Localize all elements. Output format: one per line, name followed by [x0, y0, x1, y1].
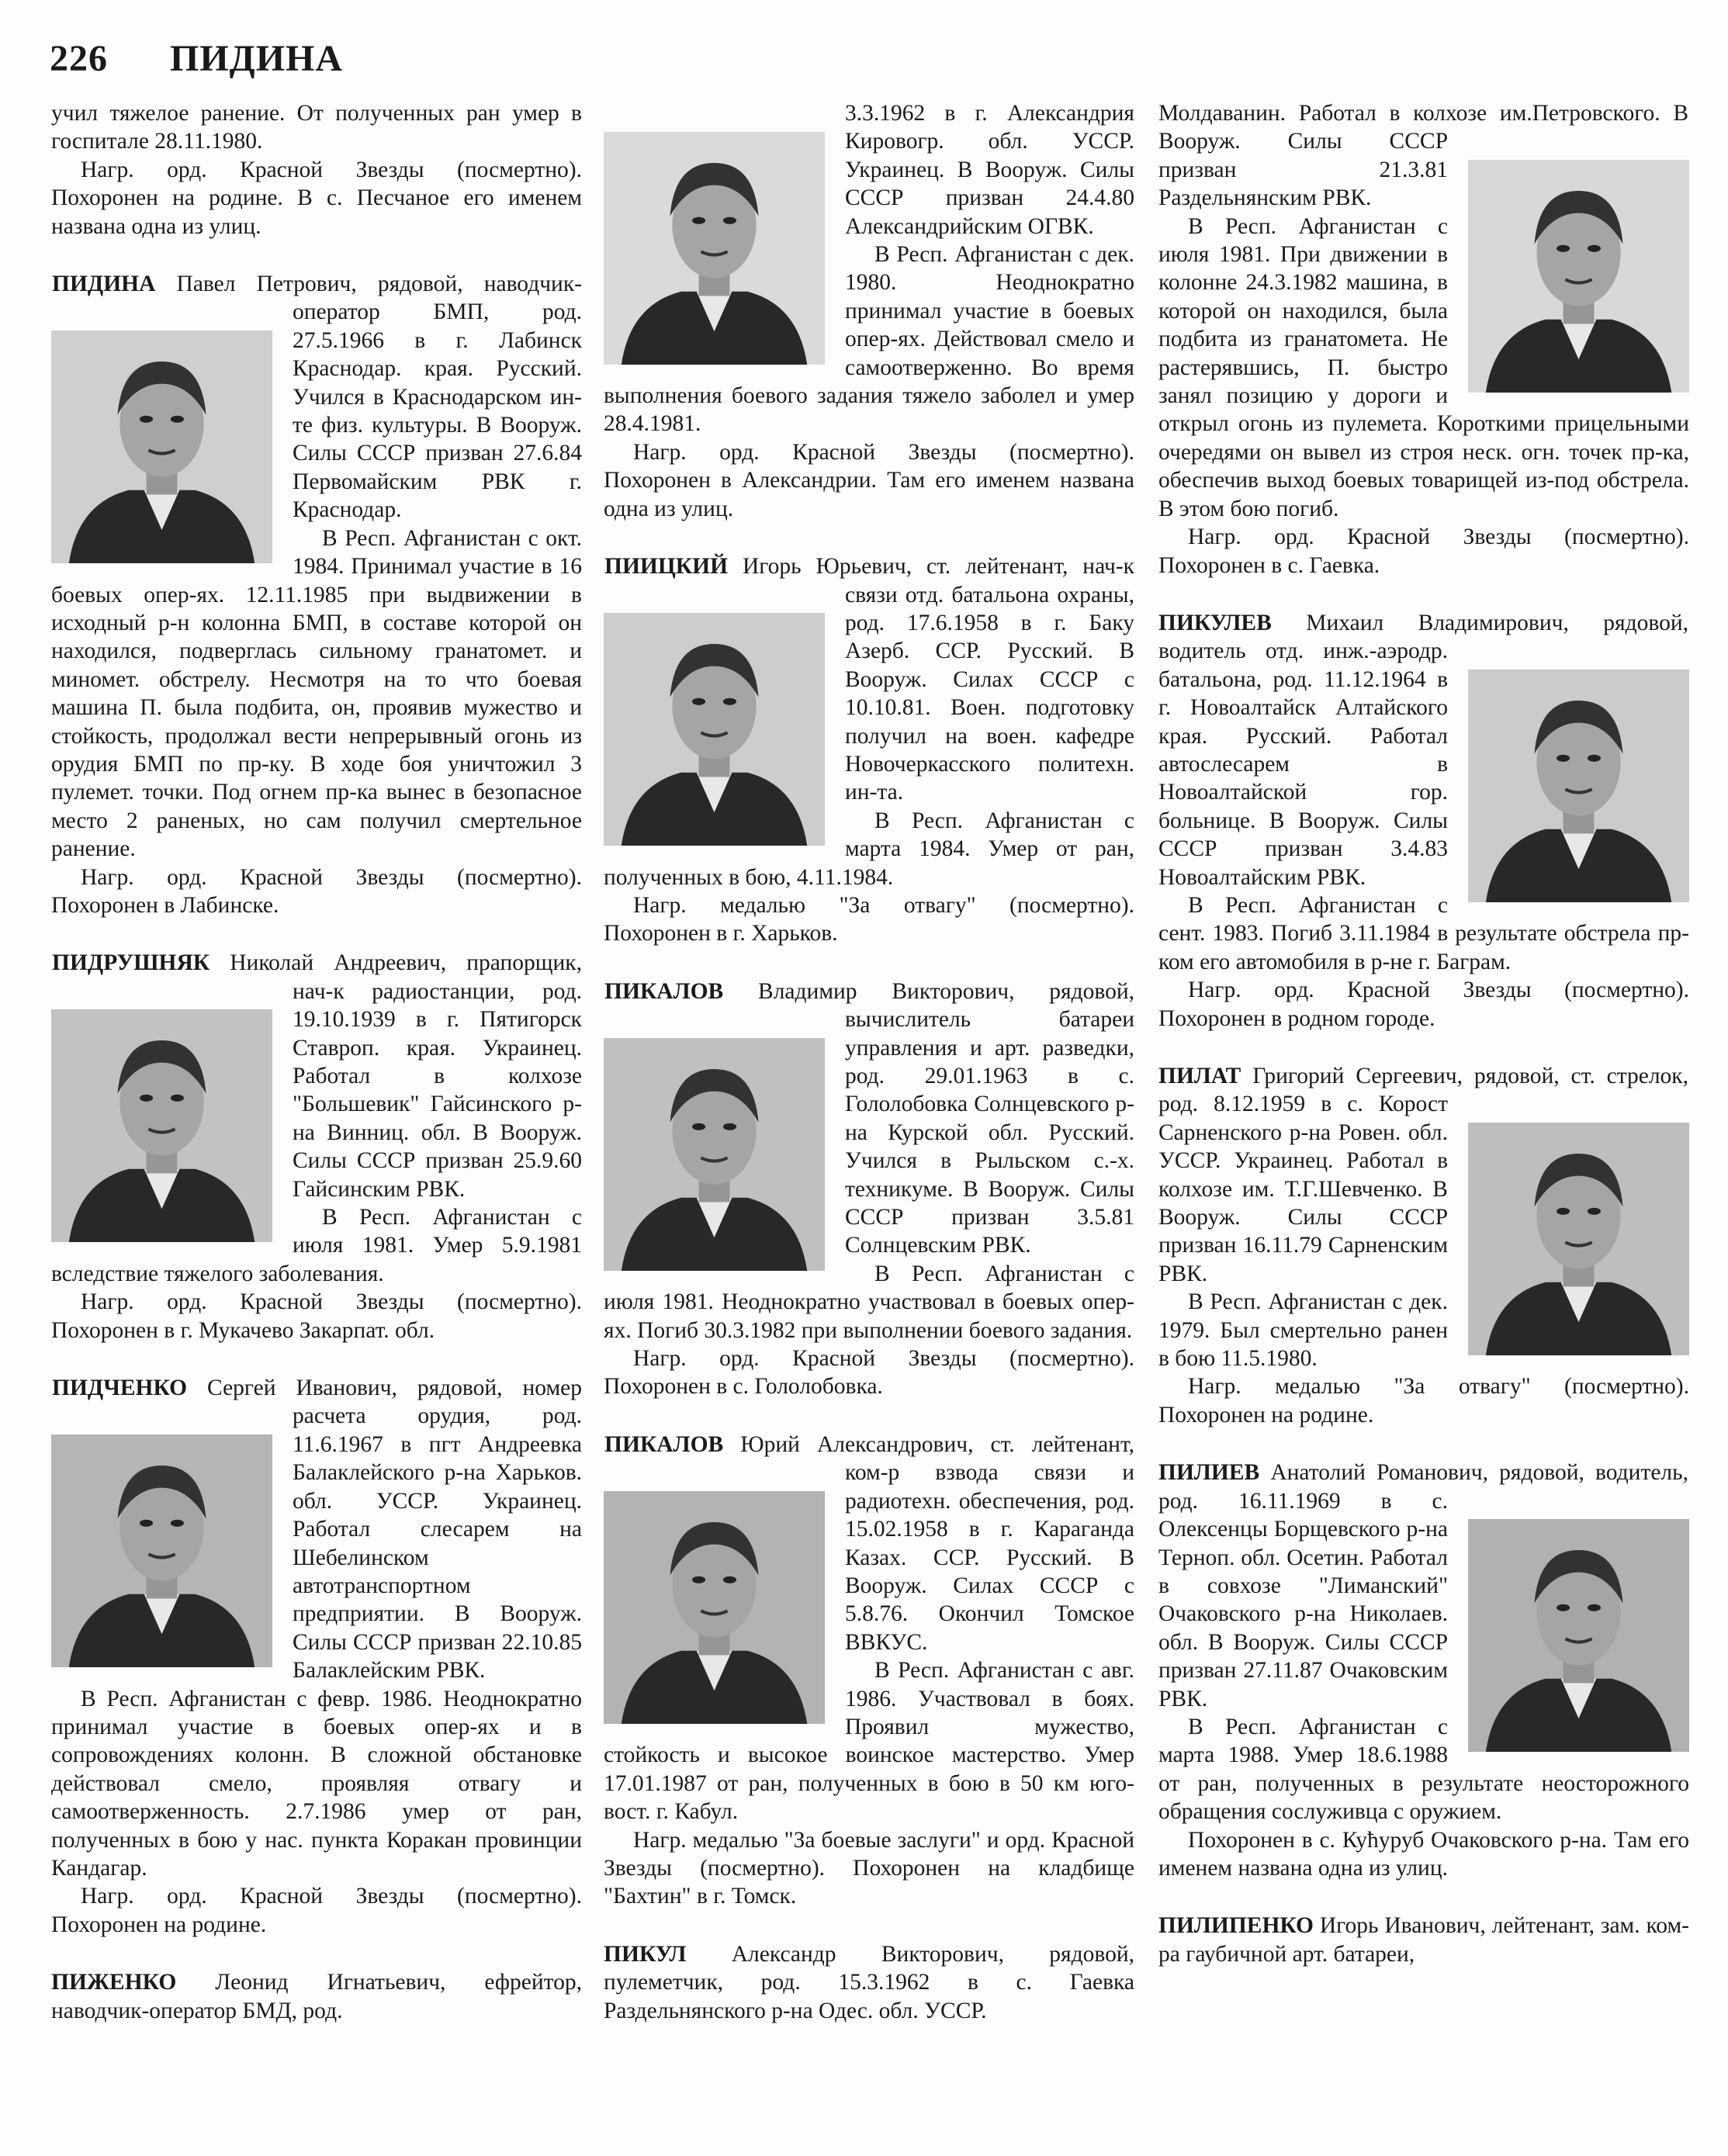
- entry-pikul: [604, 1940, 1134, 2025]
- portrait-photo: [604, 613, 825, 846]
- entry-cont: [51, 99, 582, 241]
- entry-paragraph: Нагр. орд. Красной Звезды (посмертно). Похоронен в Лабинске.: [51, 864, 582, 918]
- page-number: 226: [50, 38, 108, 79]
- entry-paragraph: В Респ. Афганистан с дек. 1979. Был смертельно ранен в бою 11.5.1980.: [1158, 1289, 1448, 1372]
- entry-paragraph: В Респ. Афганистан с дек. 1980. Неоднократно принимал участие в боевых опер-ях. Действовал смело и самоотверженно. Во время выполнения боевого задания тяжело заболел и умер 28.4.1981.: [604, 242, 1134, 437]
- entry-pilat: [1158, 1062, 1689, 1429]
- portrait-photo: [1468, 160, 1689, 393]
- entry-lead: ПИКАЛОВ Юрий Александрович, ст. лейтенант, ком-р взвода связи и радиотехн. обеспечения, род. 15.02.1958 в г. Караганда Казах. ССР. Русский. В Вооруж. Силах СССР с 5.8.76. Окончил Томское ВВКУС.: [604, 1431, 1134, 1655]
- entry-name: ПИДРУШНЯК: [52, 950, 210, 976]
- portrait-photo: [604, 1491, 825, 1724]
- entry-piliev: [1158, 1459, 1689, 1882]
- entry-name: ПИЖЕНКО: [51, 1970, 177, 1995]
- entry-lead: ПИДЧЕНКО Сергей Иванович, рядовой, номер расчета орудия, род. 11.6.1967 в пгт Андреевка Балаклейского р-на Харьков. обл. УССР. Украинец. Работал слесарем на Шебелинском автотранспортном предприятии. В Вооруж. Силы СССР призван 22.10.85 Балаклейским РВК.: [52, 1376, 582, 1684]
- entry-cont3: [1158, 99, 1689, 580]
- entry-pizhenko: [51, 1968, 582, 2025]
- portrait-photo: [604, 1038, 825, 1271]
- entry-paragraph: Нагр. орд. Красной Звезды (посмертно). Похоронен в г. Мукачево Закарпат. обл.: [51, 1289, 582, 1343]
- entry-paragraph: В Респ. Афганистан с июля 1981. Неоднократно участвовал в боевых опер-ях. Погиб 30.3.1982 при выполнении боевого задания.: [604, 1261, 1134, 1343]
- entry-lead: ПИДИНА Павел Петрович, рядовой, наводчик-оператор БМП, род. 27.5.1966 в г. Лабинск Краснодар. края. Русский. Учился в Краснодарском ин-те физ. культуры. В Вооруж. Силы СССР призван 27.6.84 Первомайским РВК г. Краснодар.: [52, 272, 582, 523]
- portrait-photo: [604, 132, 825, 365]
- entry-name: ПИДЧЕНКО: [52, 1376, 188, 1401]
- entry-lead: ПИКАЛОВ Владимир Викторович, рядовой, вычислитель батареи управления и арт. разведки, род. 29.01.1963 в с. Гололобовка Солнцевского р-на Курской обл. Русский. Учился в Рыльском с.-х. техникуме. В Вооруж. Силы СССР призван 3.5.81 Солнцевским РВК.: [604, 978, 1134, 1258]
- entry-paragraph: Нагр. орд. Красной Звезды (посмертно). Похоронен в с. Гололобовка.: [604, 1346, 1134, 1400]
- entry-paragraph: В Респ. Афганистан с июля 1981. При движении в колонне 24.3.1982 машина, в которой он находился, была подбита из гранатомета. Не растерявшись, П. быстро занял позицию у дороги и открыл огонь из пулемета. Короткими прицельными очередями он вывел из строя неск. огн. точек пр-ка, обеспечив выход боевых товарищей из-под обстрела. В этом бою погиб.: [1158, 213, 1689, 521]
- entry-name: ПИЛИПЕНКО: [1158, 1913, 1314, 1939]
- entry-paragraph: Похоронен в с. Кућуруб Очаковского р-на. Там его именем названа одна из улиц.: [1158, 1827, 1689, 1881]
- entry-lead: ПИДРУШНЯК Николай Андреевич, прапорщик, нач-к радиостанции, род. 19.10.1939 в г. Пятигорск Ставроп. края. Украинец. Работал в колхозе "Большевик" Гайсинского р-на Винниц. обл. В Вооруж. Силы СССР призван 25.9.60 Гайсинским РВК.: [52, 950, 582, 1202]
- entry-paragraph: Нагр. орд. Красной Звезды (посмертно). Похоронен на родине. В с. Песчаное его именем названа одна из улиц.: [51, 157, 582, 239]
- portrait-photo: [1468, 1123, 1689, 1355]
- entry-paragraph: В Респ. Афганистан с авг. 1986. Участвовал в боях. Проявил мужество, стойкость и высокое воинское мастерство. Умер 17.01.1987 от ран, полученных в бою в 50 км юго-вост. г. Кабул.: [604, 1658, 1134, 1825]
- entry-paragraph: В Респ. Афганистан с сент. 1983. Погиб 3.11.1984 в результате обстрела пр-ком его автомобиля в р-не г. Баграм.: [1158, 892, 1689, 974]
- entry-name: ПИКАЛОВ: [604, 978, 724, 1004]
- entry-paragraph: Нагр. медалью "За боевые заслуги" и орд. Красной Звезды (посмертно). Похоронен на кладбище "Бахтин" в г. Томск.: [604, 1827, 1134, 1909]
- entry-paragraph: Нагр. медалью "За отвагу" (посмертно). Похоронен на родине.: [1158, 1374, 1689, 1428]
- entry-lead: 3.3.1962 в г. Александрия Кировогр. обл. УССР. Украинец. В Вооруж. Силы СССР призван 24.4.80 Александрийским ОГВК.: [845, 101, 1134, 239]
- entry-lead: ПИИЦКИЙ Игорь Юрьевич, ст. лейтенант, нач-к связи отд. батальона охраны, род. 17.6.1958 в г. Баку Азерб. ССР. Русский. В Вооруж. Силах СССР с 10.10.81. Воен. подготовку получил на воен. кафедре Новочеркасского политехн. ин-та.: [604, 554, 1134, 805]
- entry-lead: ПИКУЛЕВ Михаил Владимирович, рядовой, водитель отд. инж.-аэродр. батальона, род. 11.12.1964 в г. Новоалтайск Алтайского края. Русский. Работал автослесарем в Новоалтайской гор. больнице. В Вооруж. Силы СССР призван 3.4.83 Новоалтайским РВК.: [1158, 610, 1688, 890]
- portrait-photo: [51, 1434, 272, 1667]
- entry-paragraph: Нагр. орд. Красной Звезды (посмертно). Похоронен в Александрии. Там его именем названа одна из улиц.: [604, 439, 1134, 521]
- entry-paragraph: Нагр. орд. Красной Звезды (посмертно). Похоронен в родном городе.: [1158, 978, 1689, 1031]
- entry-paragraph: В Респ. Афганистан с июля 1981. Умер 5.9.1981 вследствие тяжелого заболевания.: [51, 1205, 582, 1286]
- entry-pikalov1: [604, 978, 1134, 1401]
- entry-pikalov2: [604, 1431, 1134, 1911]
- entry-paragraph: В Респ. Афганистан с марта 1984. Умер от ран, полученных в бою, 4.11.1984.: [604, 808, 1134, 890]
- entry-lead: ПИКУЛ Александр Викторович, рядовой, пулеметчик, род. 15.3.1962 в с. Гаевка Раздельнянского р-на Одес. обл. УССР.: [604, 1941, 1134, 2023]
- portrait-photo: [1468, 1519, 1689, 1752]
- entry-name: ПИКУЛ: [604, 1941, 687, 1967]
- entry-pidina: [51, 270, 582, 919]
- entry-lead: ПИЛАТ Григорий Сергеевич, рядовой, ст. стрелок, род. 8.12.1959 в с. Корост Сарненского р-на Ровен. обл. УССР. Украинец. Работал в колхозе им. Т.Г.Шевченко. В Вооруж. Силы СССР призван 16.11.79 Сарненским РВК.: [1158, 1064, 1688, 1286]
- entry-lead: Молдаванин. Работал в колхозе им.Петровского. В Вооруж. Силы СССР призван 21.3.81 Раздельнянским РВК.: [1158, 101, 1688, 211]
- entry-pilipenko: [1158, 1912, 1689, 1968]
- entry-name: ПИИЦКИЙ: [604, 554, 729, 580]
- running-head: ПИДИНА: [170, 38, 344, 79]
- portrait-photo: [51, 1009, 272, 1242]
- column-3: [1158, 99, 1689, 1968]
- entry-pidrushnyak: [51, 949, 582, 1344]
- entry-paragraph: учил тяжелое ранение. От полученных ран умер в госпитале 28.11.1980.: [51, 101, 582, 154]
- entry-paragraph: Нагр. орд. Красной Звезды (посмертно). Похоронен в с. Гаевка.: [1158, 524, 1689, 578]
- entry-paragraph: В Респ. Афганистан с марта 1988. Умер 18.6.1988 от ран, полученных в результате неосторожного обращения сослуживца с оружием.: [1158, 1714, 1689, 1825]
- entry-cont2: [604, 99, 1134, 523]
- entry-name: ПИДИНА: [52, 272, 156, 297]
- portrait-photo: [1468, 670, 1689, 902]
- entry-name: ПИЛИЕВ: [1158, 1460, 1260, 1486]
- entry-name: ПИКАЛОВ: [604, 1431, 724, 1457]
- entry-name: ПИЛАТ: [1158, 1064, 1241, 1088]
- entry-paragraph: Нагр. орд. Красной Звезды (посмертно). Похоронен на родине.: [51, 1884, 582, 1937]
- entry-paragraph: В Респ. Афганистан с окт. 1984. Принимал участие в 16 боевых опер-ях. 12.11.1985 при выдвижении в исходный р-н колонна БМП, в составе которой он находился, подверглась сильному гранатомет. и миномет. обстрелу. Несмотря на то что боевая машина П. была подбита, он, проявив мужество и стойкость, продолжал вести непрерывный огонь из орудия БМП по пр-ку. В ходе боя уничтожил 3 пулемет. точки. Под огнем пр-ка вынес в безопасное место 2 раненых, но сам получил смертельное ранение.: [51, 525, 582, 862]
- entry-piitsky: [604, 552, 1134, 948]
- entry-name: ПИКУЛЕВ: [1158, 610, 1272, 635]
- entry-lead: ПИЛИПЕНКО Игорь Иванович, лейтенант, зам. ком-ра гаубичной арт. батареи,: [1158, 1913, 1689, 1967]
- entry-paragraph: Нагр. медалью "За отвагу" (посмертно). Похоронен в г. Харьков.: [604, 892, 1134, 946]
- entry-lead: ПИЛИЕВ Анатолий Романович, рядовой, водитель, род. 16.11.1969 в с. Олексенцы Борщевского р-на Терноп. обл. Осетин. Работал в совхозе "Лиманский" Очаковского р-на Николаев. обл. В Вооруж. Силы СССР призван 27.11.87 Очаковским РВК.: [1158, 1460, 1688, 1711]
- entry-pidchenko: [51, 1374, 582, 1939]
- entry-pikulev: [1158, 609, 1689, 1033]
- column-1: [51, 99, 582, 2025]
- entry-lead: ПИЖЕНКО Леонид Игнатьевич, ефрейтор, наводчик-оператор БМД, род.: [51, 1970, 582, 2023]
- page-header: [50, 37, 343, 92]
- portrait-photo: [51, 330, 272, 563]
- column-2: [604, 99, 1134, 2025]
- entry-paragraph: В Респ. Афганистан с февр. 1986. Неоднократно принимал участие в боевых опер-ях и в сопровождениях колонн. В сложной обстановке действовал смело, проявляя отвагу и самоотверженность. 2.7.1986 умер от ран, полученных в бою у нас. пункта Коракан провинции Кандагар.: [51, 1686, 582, 1881]
